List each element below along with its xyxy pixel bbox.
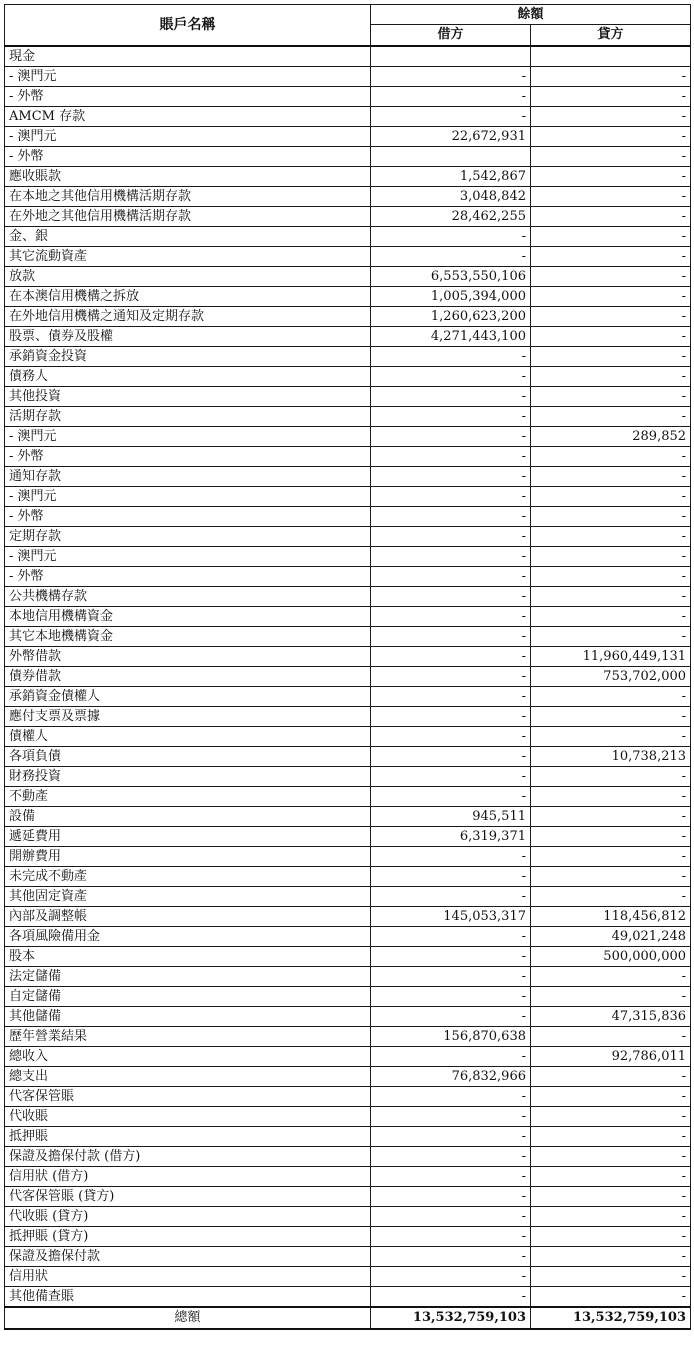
- credit-cell: -: [531, 227, 691, 247]
- debit-cell: 4,271,443,100: [371, 327, 531, 347]
- debit-cell: -: [371, 467, 531, 487]
- table-row: [5, 1047, 691, 1067]
- account-name-cell: - 外幣: [5, 567, 371, 587]
- debit-cell: -: [371, 607, 531, 627]
- credit-cell: -: [531, 847, 691, 867]
- debit-cell: -: [371, 667, 531, 687]
- account-name-cell: 定期存款: [5, 527, 371, 547]
- table-row: [5, 987, 691, 1007]
- table-row: [5, 1227, 691, 1247]
- table-row: [5, 307, 691, 327]
- account-name-cell: 在本地之其他信用機構活期存款: [5, 187, 371, 207]
- account-name-cell: 不動產: [5, 787, 371, 807]
- table-row: [5, 967, 691, 987]
- debit-cell: -: [371, 567, 531, 587]
- credit-cell: -: [531, 127, 691, 147]
- debit-cell: [371, 147, 531, 167]
- account-name-cell: AMCM 存款: [5, 107, 371, 127]
- credit-cell: -: [531, 1127, 691, 1147]
- table-row: [5, 1027, 691, 1047]
- account-name-cell: - 外幣: [5, 147, 371, 167]
- debit-cell: -: [371, 407, 531, 427]
- debit-cell: -: [371, 487, 531, 507]
- table-row: [5, 367, 691, 387]
- table-row: [5, 847, 691, 867]
- table-row: [5, 87, 691, 107]
- credit-cell: -: [531, 1287, 691, 1308]
- debit-cell: -: [371, 627, 531, 647]
- debit-cell: -: [371, 67, 531, 87]
- debit-cell: -: [371, 787, 531, 807]
- table-row: [5, 267, 691, 287]
- table-row: [5, 67, 691, 87]
- account-name-cell: 開辦費用: [5, 847, 371, 867]
- credit-cell: 11,960,449,131: [531, 647, 691, 667]
- table-row: [5, 1127, 691, 1147]
- table-row: [5, 727, 691, 747]
- total-credit: 13,532,759,103: [531, 1307, 691, 1329]
- debit-cell: -: [371, 947, 531, 967]
- table-row: [5, 1167, 691, 1187]
- debit-cell: -: [371, 887, 531, 907]
- account-name-cell: 其它本地機構資金: [5, 627, 371, 647]
- credit-cell: -: [531, 767, 691, 787]
- debit-cell: -: [371, 1227, 531, 1247]
- debit-cell: -: [371, 1107, 531, 1127]
- credit-header: 貸方: [531, 25, 691, 47]
- account-name-cell: 公共機構存款: [5, 587, 371, 607]
- account-name-cell: - 澳門元: [5, 427, 371, 447]
- credit-cell: 92,786,011: [531, 1047, 691, 1067]
- table-row: [5, 167, 691, 187]
- account-name-cell: 股本: [5, 947, 371, 967]
- account-name-cell: 各項風險備用金: [5, 927, 371, 947]
- debit-header: 借方: [371, 25, 531, 47]
- debit-cell: -: [371, 1007, 531, 1027]
- credit-cell: -: [531, 727, 691, 747]
- debit-cell: -: [371, 87, 531, 107]
- account-name-cell: - 澳門元: [5, 547, 371, 567]
- table-row: [5, 1287, 691, 1308]
- credit-cell: -: [531, 867, 691, 887]
- credit-cell: -: [531, 1207, 691, 1227]
- credit-cell: -: [531, 447, 691, 467]
- table-row: [5, 947, 691, 967]
- table-row: [5, 187, 691, 207]
- table-row: [5, 887, 691, 907]
- trial-balance-table: [4, 4, 691, 1330]
- table-row: [5, 387, 691, 407]
- table-row: [5, 247, 691, 267]
- account-name-cell: 抵押賬 (貸方): [5, 1227, 371, 1247]
- table-row: [5, 827, 691, 847]
- credit-cell: -: [531, 1187, 691, 1207]
- account-name-cell: 代客保管賬: [5, 1087, 371, 1107]
- account-name-cell: 債券借款: [5, 667, 371, 687]
- debit-cell: -: [371, 1147, 531, 1167]
- credit-cell: -: [531, 1027, 691, 1047]
- debit-cell: -: [371, 227, 531, 247]
- credit-cell: -: [531, 367, 691, 387]
- table-row: [5, 1087, 691, 1107]
- debit-cell: -: [371, 247, 531, 267]
- credit-cell: -: [531, 627, 691, 647]
- credit-cell: -: [531, 687, 691, 707]
- debit-cell: -: [371, 987, 531, 1007]
- table-body: [5, 46, 691, 1307]
- account-name-cell: 本地信用機構資金: [5, 607, 371, 627]
- table-row: [5, 227, 691, 247]
- table-row: [5, 927, 691, 947]
- debit-cell: -: [371, 1247, 531, 1267]
- debit-cell: -: [371, 1187, 531, 1207]
- account-name-header: 賬戶名稱: [5, 5, 371, 47]
- table-row: [5, 46, 691, 67]
- table-row: [5, 1067, 691, 1087]
- credit-cell: -: [531, 287, 691, 307]
- trial-balance-sheet: [4, 4, 690, 1330]
- credit-cell: -: [531, 307, 691, 327]
- credit-cell: -: [531, 967, 691, 987]
- table-row: [5, 1267, 691, 1287]
- credit-cell: -: [531, 407, 691, 427]
- credit-cell: -: [531, 607, 691, 627]
- debit-cell: -: [371, 1087, 531, 1107]
- table-row: [5, 587, 691, 607]
- credit-cell: 47,315,836: [531, 1007, 691, 1027]
- account-name-cell: 內部及調整帳: [5, 907, 371, 927]
- credit-cell: 500,000,000: [531, 947, 691, 967]
- debit-cell: 76,832,966: [371, 1067, 531, 1087]
- table-row: [5, 207, 691, 227]
- debit-cell: 22,672,931: [371, 127, 531, 147]
- table-row: [5, 447, 691, 467]
- table-row: [5, 807, 691, 827]
- account-name-cell: 總支出: [5, 1067, 371, 1087]
- debit-cell: -: [371, 767, 531, 787]
- debit-cell: -: [371, 1127, 531, 1147]
- debit-cell: -: [371, 847, 531, 867]
- table-row: [5, 647, 691, 667]
- credit-cell: -: [531, 327, 691, 347]
- credit-cell: -: [531, 807, 691, 827]
- account-name-cell: 總收入: [5, 1047, 371, 1067]
- debit-cell: -: [371, 927, 531, 947]
- table-row: [5, 487, 691, 507]
- account-name-cell: 在外地信用機構之通知及定期存款: [5, 307, 371, 327]
- table-row: [5, 1207, 691, 1227]
- credit-cell: -: [531, 247, 691, 267]
- table-row: [5, 767, 691, 787]
- table-row: [5, 747, 691, 767]
- credit-cell: -: [531, 1087, 691, 1107]
- account-name-cell: 代收賬: [5, 1107, 371, 1127]
- debit-cell: -: [371, 1047, 531, 1067]
- credit-cell: -: [531, 827, 691, 847]
- table-row: [5, 407, 691, 427]
- debit-cell: -: [371, 867, 531, 887]
- debit-cell: -: [371, 1167, 531, 1187]
- debit-cell: -: [371, 1267, 531, 1287]
- account-name-cell: 應收賬款: [5, 167, 371, 187]
- account-name-cell: 在外地之其他信用機構活期存款: [5, 207, 371, 227]
- table-row: [5, 127, 691, 147]
- account-name-cell: 現金: [5, 46, 371, 67]
- debit-cell: -: [371, 427, 531, 447]
- table-row: [5, 867, 691, 887]
- table-row: [5, 467, 691, 487]
- credit-cell: -: [531, 147, 691, 167]
- debit-cell: 6,319,371: [371, 827, 531, 847]
- table-row: [5, 627, 691, 647]
- debit-cell: -: [371, 1207, 531, 1227]
- account-name-cell: 保證及擔保付款: [5, 1247, 371, 1267]
- credit-cell: [531, 46, 691, 67]
- account-name-cell: 代收賬 (貸方): [5, 1207, 371, 1227]
- credit-cell: -: [531, 1067, 691, 1087]
- credit-cell: 289,852: [531, 427, 691, 447]
- account-name-cell: 放款: [5, 267, 371, 287]
- account-name-cell: 承銷資金投資: [5, 347, 371, 367]
- credit-cell: -: [531, 187, 691, 207]
- table-row: [5, 707, 691, 727]
- credit-cell: -: [531, 267, 691, 287]
- account-name-cell: 債務人: [5, 367, 371, 387]
- credit-cell: -: [531, 67, 691, 87]
- credit-cell: -: [531, 787, 691, 807]
- account-name-cell: 外幣借款: [5, 647, 371, 667]
- table-row: [5, 427, 691, 447]
- debit-cell: -: [371, 587, 531, 607]
- account-name-cell: 遞延費用: [5, 827, 371, 847]
- table-row: [5, 1187, 691, 1207]
- credit-cell: -: [531, 567, 691, 587]
- table-row: [5, 567, 691, 587]
- credit-cell: -: [531, 467, 691, 487]
- account-name-cell: - 外幣: [5, 507, 371, 527]
- table-row: [5, 607, 691, 627]
- table-row: [5, 787, 691, 807]
- debit-cell: 945,511: [371, 807, 531, 827]
- debit-cell: -: [371, 507, 531, 527]
- credit-cell: -: [531, 587, 691, 607]
- account-name-cell: 其他備查賬: [5, 1287, 371, 1308]
- credit-cell: 118,456,812: [531, 907, 691, 927]
- debit-cell: -: [371, 107, 531, 127]
- debit-cell: -: [371, 647, 531, 667]
- account-name-cell: 承銷資金債權人: [5, 687, 371, 707]
- account-name-cell: 歷年營業結果: [5, 1027, 371, 1047]
- account-name-cell: 活期存款: [5, 407, 371, 427]
- account-name-cell: 法定儲備: [5, 967, 371, 987]
- debit-cell: 1,542,867: [371, 167, 531, 187]
- total-label: 總額: [5, 1307, 371, 1329]
- credit-cell: -: [531, 1147, 691, 1167]
- table-row: [5, 1107, 691, 1127]
- credit-cell: -: [531, 507, 691, 527]
- debit-cell: -: [371, 707, 531, 727]
- credit-cell: -: [531, 1107, 691, 1127]
- debit-cell: -: [371, 547, 531, 567]
- credit-cell: 753,702,000: [531, 667, 691, 687]
- debit-cell: 28,462,255: [371, 207, 531, 227]
- debit-cell: -: [371, 347, 531, 367]
- debit-cell: 3,048,842: [371, 187, 531, 207]
- account-name-cell: - 澳門元: [5, 487, 371, 507]
- debit-cell: -: [371, 1287, 531, 1308]
- account-name-cell: 代客保管賬 (貸方): [5, 1187, 371, 1207]
- credit-cell: 49,021,248: [531, 927, 691, 947]
- credit-cell: -: [531, 547, 691, 567]
- credit-cell: -: [531, 107, 691, 127]
- credit-cell: -: [531, 387, 691, 407]
- account-name-cell: - 外幣: [5, 447, 371, 467]
- account-name-cell: 保證及擔保付款 (借方): [5, 1147, 371, 1167]
- credit-cell: -: [531, 1247, 691, 1267]
- account-name-cell: 自定儲備: [5, 987, 371, 1007]
- credit-cell: -: [531, 1267, 691, 1287]
- table-row: [5, 547, 691, 567]
- credit-cell: -: [531, 167, 691, 187]
- credit-cell: -: [531, 707, 691, 727]
- table-row: [5, 1147, 691, 1167]
- total-debit: 13,532,759,103: [371, 1307, 531, 1329]
- account-name-cell: 股票、債券及股權: [5, 327, 371, 347]
- account-name-cell: 信用狀 (借方): [5, 1167, 371, 1187]
- table-row: [5, 907, 691, 927]
- account-name-cell: 應付支票及票據: [5, 707, 371, 727]
- account-name-cell: 其他固定資產: [5, 887, 371, 907]
- total-row: [5, 1307, 691, 1329]
- table-row: [5, 107, 691, 127]
- credit-cell: -: [531, 487, 691, 507]
- debit-cell: -: [371, 447, 531, 467]
- credit-cell: -: [531, 1167, 691, 1187]
- account-name-cell: 其它流動資產: [5, 247, 371, 267]
- account-name-cell: 其他儲備: [5, 1007, 371, 1027]
- balance-header: 餘額: [371, 5, 691, 25]
- account-name-cell: - 澳門元: [5, 127, 371, 147]
- debit-cell: -: [371, 387, 531, 407]
- credit-cell: -: [531, 347, 691, 367]
- table-row: [5, 527, 691, 547]
- credit-cell: 10,738,213: [531, 747, 691, 767]
- debit-cell: [371, 46, 531, 67]
- account-name-cell: 信用狀: [5, 1267, 371, 1287]
- table-row: [5, 327, 691, 347]
- table-row: [5, 667, 691, 687]
- account-name-cell: 其他投資: [5, 387, 371, 407]
- debit-cell: -: [371, 367, 531, 387]
- debit-cell: 1,005,394,000: [371, 287, 531, 307]
- credit-cell: -: [531, 527, 691, 547]
- table-row: [5, 287, 691, 307]
- credit-cell: -: [531, 87, 691, 107]
- credit-cell: -: [531, 1227, 691, 1247]
- table-row: [5, 147, 691, 167]
- account-name-cell: 未完成不動產: [5, 867, 371, 887]
- table-row: [5, 507, 691, 527]
- table-row: [5, 687, 691, 707]
- account-name-cell: 通知存款: [5, 467, 371, 487]
- credit-cell: -: [531, 887, 691, 907]
- table-row: [5, 347, 691, 367]
- debit-cell: -: [371, 967, 531, 987]
- account-name-cell: 金、銀: [5, 227, 371, 247]
- account-name-cell: 各項負債: [5, 747, 371, 767]
- account-name-cell: 抵押賬: [5, 1127, 371, 1147]
- account-name-cell: 設備: [5, 807, 371, 827]
- account-name-cell: 在本澳信用機構之拆放: [5, 287, 371, 307]
- debit-cell: 1,260,623,200: [371, 307, 531, 327]
- account-name-cell: - 澳門元: [5, 67, 371, 87]
- debit-cell: -: [371, 527, 531, 547]
- debit-cell: -: [371, 687, 531, 707]
- debit-cell: 145,053,317: [371, 907, 531, 927]
- account-name-cell: 財務投資: [5, 767, 371, 787]
- table-row: [5, 1007, 691, 1027]
- credit-cell: -: [531, 987, 691, 1007]
- debit-cell: 156,870,638: [371, 1027, 531, 1047]
- account-name-cell: - 外幣: [5, 87, 371, 107]
- table-row: [5, 1247, 691, 1267]
- account-name-cell: 債權人: [5, 727, 371, 747]
- debit-cell: -: [371, 747, 531, 767]
- debit-cell: -: [371, 727, 531, 747]
- debit-cell: 6,553,550,106: [371, 267, 531, 287]
- credit-cell: -: [531, 207, 691, 227]
- table-header: [5, 5, 691, 47]
